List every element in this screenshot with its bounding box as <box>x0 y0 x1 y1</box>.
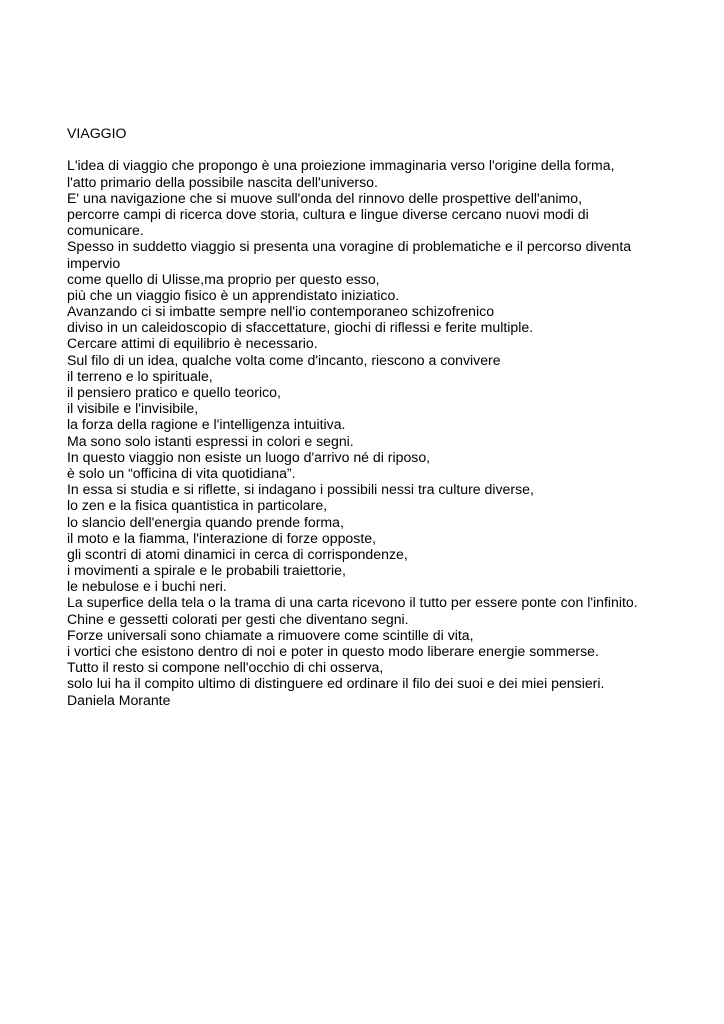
document-body <box>67 125 707 708</box>
blank-line <box>67 141 707 157</box>
text-line: percorre campi di ricerca dove storia, cultura e lingue diverse cercano nuovi modi di <box>67 205 589 222</box>
text-line: il pensiero pratico e quello teorico, <box>67 384 281 400</box>
text-line: le nebulose e i buchi neri. <box>67 578 227 595</box>
text-line: diviso in un caleidoscopio di sfaccettature, giochi di riflessi e ferite multiple. <box>67 319 534 336</box>
text-line: Cercare attimi di equilibrio è necessario. <box>67 335 318 352</box>
text-line: Sul filo di un idea, qualche volta come d'incanto, riescono a convivere <box>67 351 501 368</box>
text-line: più che un viaggio fisico è un apprendistato iniziatico. <box>67 286 400 303</box>
text-line: Forze universali sono chiamate a rimuovere come scintille di vita, <box>67 626 474 643</box>
text-line: L'idea di viaggio che propongo è una proiezione immaginaria verso l'origine della forma, <box>67 157 615 174</box>
author-signature: Daniela Morante <box>67 691 171 708</box>
text-line: gli scontri di atomi dinamici in cerca di corrispondenze, <box>67 545 408 562</box>
text-line: i movimenti a spirale e le probabili traiettorie, <box>67 562 346 579</box>
text-line: Spesso in suddetto viaggio si presenta una voragine di problematiche e il percorso diventa <box>67 238 632 255</box>
text-line: Avanzando ci si imbatte sempre nell'io contemporaneo schizofrenico <box>67 303 495 320</box>
text-line: comunicare. <box>67 222 144 239</box>
document-title: VIAGGIO <box>67 125 127 141</box>
text-line: lo zen e la fisica quantistica in particolare, <box>67 497 328 514</box>
text-line: lo slancio dell'energia quando prende forma, <box>67 513 344 530</box>
text-lines <box>67 157 707 707</box>
text-line: i vortici che esistono dentro di noi e poter in questo modo liberare energie sommerse. <box>67 643 599 659</box>
text-line: il terreno e lo spirituale, <box>67 367 213 384</box>
text-line: Ma sono solo istanti espressi in colori e segni. <box>67 432 354 449</box>
text-line: Chine e gessetti colorati per gesti che diventano segni. <box>67 610 409 627</box>
text-line: il moto e la fiamma, l'interazione di forze opposte, <box>67 529 376 546</box>
text-line: La superfice della tela o la trama di una carta ricevono il tutto per essere ponte con l'infinito. <box>67 594 638 611</box>
text-line: E' una navigazione che si muove sull'onda del rinnovo delle prospettive dell'animo, <box>67 189 582 206</box>
text-line: è solo un “officina di vita quotidiana”. <box>67 464 296 481</box>
text-line: Tutto il resto si compone nell'occhio di chi osserva, <box>67 659 384 676</box>
text-line: solo lui ha il compito ultimo di distinguere ed ordinare il filo dei suoi e dei miei pensieri. <box>67 675 605 692</box>
text-line: l'atto primario della possibile nascita dell'universo. <box>67 173 378 190</box>
text-line: impervio <box>67 254 121 271</box>
text-line: la forza della ragione e l'intelligenza intuitiva. <box>67 416 346 433</box>
text-line: come quello di Ulisse,ma proprio per questo esso, <box>67 270 380 287</box>
text-line: In questo viaggio non esiste un luogo d'arrivo né di riposo, <box>67 448 431 465</box>
text-line: In essa si studia e si riflette, si indagano i possibili nessi tra culture diverse, <box>67 481 534 498</box>
text-line: il visibile e l'invisibile, <box>67 400 199 417</box>
